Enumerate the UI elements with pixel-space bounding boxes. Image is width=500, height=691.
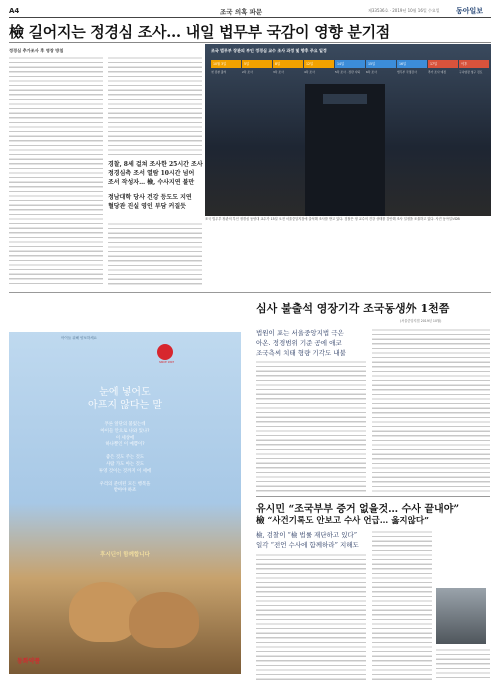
ad-logo-text: SINCE 1897 [159,361,175,364]
ad-headline-2: 아프지 않다는 말 [88,400,162,411]
article3-title: 유시민 “조국부부 증거 없을것… 수사 끝내야” [256,504,460,515]
byline: 정경심 추가조사 후 영장 방침 [9,48,64,53]
article-body-col1 [9,56,103,286]
timeline-date: 15일 [366,60,396,68]
ad-body-line: 이 세상에 [115,435,135,441]
article2-lead-line: 법원이 포는 서울중앙지법 극은 [256,329,344,337]
ad-body-line: 하나뿐인 이 예쁨이? [105,442,145,448]
article2-lead-line: 조국측씨 치태 형량 기각도 내불 [256,349,346,357]
ad-body-line: 사람 가도 아는 것도 [105,461,145,467]
timeline-date: 12일 [304,60,334,68]
section-divider [9,292,491,293]
main-headline: 檢 길어지는 정경심 조사… 내일 법무부 국감이 영향 분기점 [9,23,390,41]
timeline-event: 추가 조사 예정 [428,70,446,74]
article3-lead-line: 檢, 검찰이 “檢 법률 재단하고 있다” [256,531,358,539]
newspaper-logo: 동아일보 [456,7,484,15]
ad-headline [9,386,241,412]
company-logo-icon [157,344,173,360]
timeline-event: 3차 조사 [273,70,284,74]
article2-lead-line: 아온. 정경범위 기준 공에 애코 [256,339,342,347]
photo-caption: 조국 법무부 장관의 부인 정경심 동양대 교수가 15일 오전 서울중앙지검에 출석해 조사를 받고 있다. 검찰은 정 교수의 건강 상태를 감안해 조사 일정을 조율하고 있다. 사진 동아일보DB [205,217,460,221]
article3-body-col1 [256,553,366,681]
sub-headline-4: 정남대학 당사 건강 등도도 지연 [108,194,192,201]
lion-cub-image [69,582,139,642]
ad-headline-1: 눈에 넣어도 [99,387,151,398]
timeline-date: 14일 [335,60,365,68]
headline-divider [9,42,491,43]
article3-subtitle: 檢 “사건기록도 안보고 수사 언급… 옳지않다” [256,516,429,526]
timeline-date: 5일 [242,60,272,68]
article2-subtitle: (서울중앙지법 2019년 10월) [400,319,442,323]
header-divider [9,17,491,18]
building-rooftop [323,94,367,104]
timeline-date: 이후 [459,60,489,68]
photo-title: 조국 법무부 장관의 부인 정경심 교수 조사 과정 및 향후 주요 일정 [211,48,327,53]
article2-body-col1 [256,360,366,492]
person-photo [436,588,486,644]
timeline-event: 2차 조사 [242,70,253,74]
ad-body [9,422,241,495]
timeline-date: 8일 [273,60,303,68]
article-body-right [205,230,491,286]
section-title: 조국 의혹 파문 [220,8,263,16]
ad-body-line: 받아야 하죠 [113,488,137,494]
ad-brand: 동화약품 [17,658,41,665]
ad-body-line: 아이들 안으로 나와 있나? [100,428,150,434]
timeline-event: 4차 조사 [304,70,315,74]
timeline-event: 6차 조사 [366,70,377,74]
timeline-event: 구속영장 청구 검토 [459,70,483,74]
article3-lead-line: 일각 “전언 수사에 함께하라” 지해도 [256,541,359,549]
article3-body-col3 [436,648,490,681]
page-number: A4 [9,7,20,15]
timeline-event: 첫 검찰 출석 [211,70,227,74]
lion-cub-image [129,592,199,648]
ad-body-line: 투영 것이는 것까지 이 세에 [98,468,152,474]
article2-body-col2 [372,328,490,492]
article-divider [256,496,490,497]
sub-headline-3: 조서 작성자… 檢, 수사지연 불만 [108,179,195,186]
ad-tagline: 후시딘이 함께합니다 [100,552,150,558]
ad-top-text: 아이들 위해 양보하세요 [61,336,98,340]
timeline-date: 10월 3일 [211,60,241,68]
article-body-col2b [108,222,202,286]
ad-body-line: 우리의 준비된 모든 행복을 [99,481,151,487]
timeline-date: 16일 [397,60,427,68]
sub-headline-5: 혈당관 진실 영인 부담 커질듯 [108,203,186,210]
issue-info: 제33536호 · 2019년 10월 16일 수요일 [368,8,440,13]
article2-lead [256,328,366,358]
article2-title: 심사 불출석 영장기각 조국동생外 1천쯤 [256,302,450,315]
ad-body-line: 좋은 것도 주는 것도 [105,455,145,461]
advertisement [9,332,241,674]
news-photo [205,44,491,216]
ad-body-line: 푸른 앞단의 불렀는데 [104,422,146,427]
article-body-col2 [108,56,202,156]
timeline-date: 17일 [428,60,458,68]
article3-lead [256,530,366,550]
sub-headline-1: 경찰, 8세 걸쳐 조사한 25시간 조사 [108,161,203,168]
article3-body-col2 [372,530,432,681]
sub-headline-block [108,160,204,211]
timeline-event: 법무부 국정감사 [397,70,417,74]
sub-headline-2: 정경심측 조서 열람 10시간 넘어 [108,170,195,177]
timeline-event: 5차 조사 · 장관 사퇴 [335,70,361,74]
